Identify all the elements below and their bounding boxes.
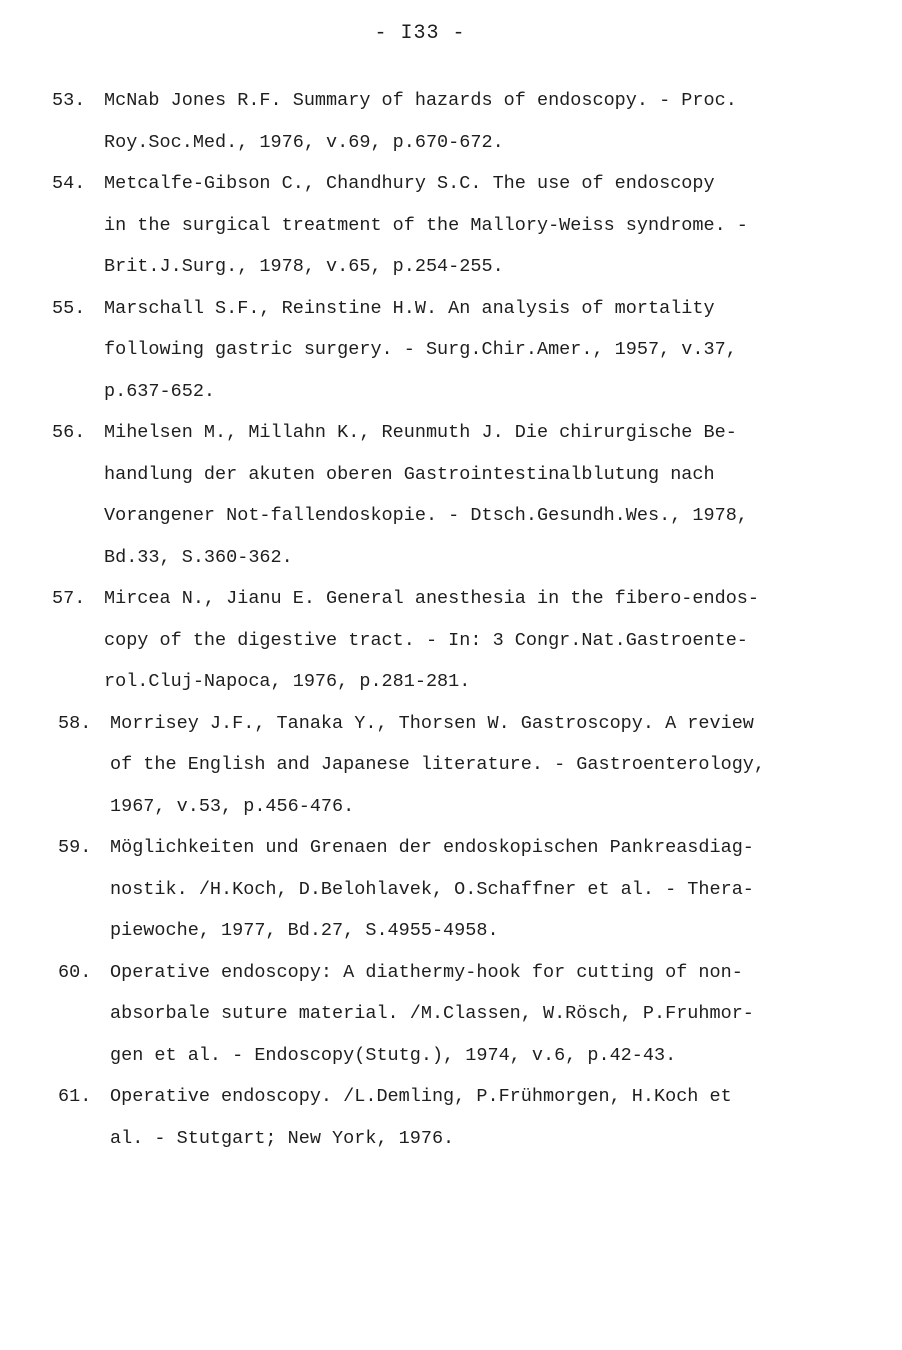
reference-line: Morrisey J.F., Tanaka Y., Thorsen W. Gastroscopy. A review (110, 712, 754, 734)
reference-item (52, 952, 862, 1077)
reference-text (110, 1076, 862, 1159)
reference-item (52, 827, 862, 952)
reference-number: 57. (52, 588, 86, 609)
reference-line: Bd.33, S.360-362. (104, 546, 293, 568)
reference-line: p.637-652. (104, 380, 216, 402)
reference-line: 1967, v.53, p.456-476. (110, 795, 355, 817)
reference-line: McNab Jones R.F. Summary of hazards of endoscopy. - Proc. (104, 90, 737, 111)
reference-number: 59. (58, 837, 92, 858)
reference-line: nostik. /H.Koch, D.Belohlavek, O.Schaffner et al. - Thera- (110, 878, 754, 900)
reference-number: 53. (52, 90, 86, 111)
reference-item (52, 80, 862, 163)
reference-text (104, 578, 862, 703)
reference-list (52, 80, 862, 1159)
page-number: - I33 - (374, 22, 466, 45)
reference-line: Metcalfe-Gibson C., Chandhury S.C. The use of endoscopy (104, 173, 715, 194)
reference-item (52, 288, 862, 413)
reference-text (104, 80, 862, 163)
reference-line: piewoche, 1977, Bd.27, S.4955-4958. (110, 920, 499, 941)
reference-line: absorbale suture material. /M.Classen, W.Rösch, P.Fruhmor- (110, 1003, 754, 1024)
reference-line: of the English and Japanese literature. - Gastroenterology, (110, 754, 766, 775)
reference-item (52, 163, 862, 288)
reference-line: Mircea N., Jianu E. General anesthesia in the fibero-endos- (104, 588, 760, 609)
reference-number: 58. (58, 712, 92, 734)
reference-line: Operative endoscopy. /L.Demling, P.Frühmorgen, H.Koch et (110, 1086, 732, 1107)
reference-number: 56. (52, 422, 86, 443)
reference-line: Möglichkeiten und Grenaen der endoskopischen Pankreasdiag- (110, 837, 754, 858)
reference-text (104, 288, 862, 413)
reference-line: rol.Cluj-Napoca, 1976, p.281-281. (104, 671, 471, 692)
reference-line: handlung der akuten oberen Gastrointestinalblutung nach (104, 463, 715, 485)
reference-line: al. - Stutgart; New York, 1976. (110, 1127, 455, 1149)
reference-line: following gastric surgery. - Surg.Chir.Amer., 1957, v.37, (104, 339, 737, 360)
reference-text (110, 703, 862, 828)
reference-item (52, 703, 862, 828)
reference-line: Marschall S.F., Reinstine H.W. An analysis of mortality (104, 297, 715, 319)
reference-number: 61. (58, 1086, 92, 1107)
reference-line: Roy.Soc.Med., 1976, v.69, p.670-672. (104, 131, 504, 153)
reference-line: Brit.J.Surg., 1978, v.65, p.254-255. (104, 256, 504, 277)
reference-line: copy of the digestive tract. - In: 3 Congr.Nat.Gastroente- (104, 629, 748, 651)
reference-text (104, 412, 862, 578)
reference-line: Vorangener Not-fallendoskopie. - Dtsch.Gesundh.Wes., 1978, (104, 505, 748, 526)
reference-number: 60. (58, 961, 92, 983)
reference-text (110, 952, 862, 1077)
reference-item (52, 1076, 862, 1159)
reference-line: in the surgical treatment of the Mallory-Weiss syndrome. - (104, 214, 748, 236)
reference-text (104, 163, 862, 288)
reference-line: gen et al. - Endoscopy(Stutg.), 1974, v.6, p.42-43. (110, 1044, 677, 1066)
reference-number: 55. (52, 297, 86, 319)
reference-text (110, 827, 862, 952)
reference-item (52, 578, 862, 703)
reference-line: Operative endoscopy: A diathermy-hook for cutting of non- (110, 961, 743, 983)
reference-line: Mihelsen M., Millahn K., Reunmuth J. Die chirurgische Be- (104, 422, 737, 443)
reference-item (52, 412, 862, 578)
reference-number: 54. (52, 173, 86, 194)
